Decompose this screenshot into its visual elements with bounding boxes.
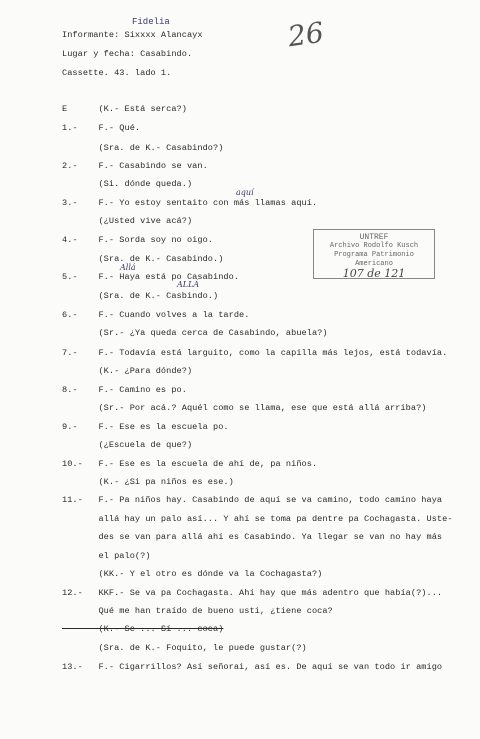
transcript-line: (¿Escuela de que?) <box>62 440 193 450</box>
handwritten-name: Fidelia <box>132 17 170 27</box>
struck-line: (K.- Se ... Sí ... coca) <box>62 624 224 634</box>
page-number: 26 <box>285 15 326 54</box>
transcript-line: 10.- F.- Ese es la escuela de ahí de, pa niños. <box>62 459 318 469</box>
handwritten-alla-2: ALLÁ <box>177 280 200 289</box>
archive-stamp <box>313 229 435 279</box>
cassette-line: Cassette. 43. lado 1. <box>62 68 172 78</box>
transcript-line: (Sra. de K.- Casabindo?) <box>62 143 224 153</box>
transcript-line: (Sra. de K.- Casbindo.) <box>62 291 219 301</box>
transcript-line: 12.- KKF.- Se va pa Cochagasta. Ahí hay que más adentro que había(?)... <box>62 588 443 598</box>
transcript-line: 3.- F.- Yo estoy sentaito con más llamas aquí. <box>62 198 318 208</box>
lugar-line: Lugar y fecha: Casabindo. <box>62 49 193 59</box>
handwritten-aqui: aquí <box>236 188 254 197</box>
transcript-line: E (K.- Está serca?) <box>62 104 187 114</box>
transcript-line: 11.- F.- Pa niños hay. Casabindo de aquí se va camino, todo camino haya <box>62 495 443 505</box>
informante-line: Informante: Sixxxx Alancayx <box>62 30 203 40</box>
transcript-line: 9.- F.- Ese es la escuela po. <box>62 422 229 432</box>
stamp-line-4: 107 de 121 <box>342 267 406 280</box>
stamp-line-2: Archivo Rodolfo Kusch <box>329 242 419 250</box>
transcript-line: 1.- F.- Qué. <box>62 123 141 133</box>
transcript-line: (Sra. de K.- Casabindo.) <box>62 254 224 264</box>
transcript-line: (Sr.- ¿Ya queda cerca de Casabindo, abuela?) <box>62 328 328 338</box>
handwritten-alla: Allá <box>120 263 136 272</box>
transcript-line: 6.- F.- Cuando volves a la tarde. <box>62 310 250 320</box>
transcript-line: 2.- F.- Casabindo se van. <box>62 161 208 171</box>
transcript-line: (¿Usted vive acá?) <box>62 216 193 226</box>
transcript-line: des se van para allá ahí es Casabindo. Ya llegar se van no hay más <box>62 532 443 542</box>
transcript-line: (K.- ¿Para dónde?) <box>62 366 193 376</box>
transcript-line: (Si. dónde queda.) <box>62 179 193 189</box>
transcript-line: 7.- F.- Todavía está larguito, como la capilla más lejos, está todavía. <box>62 348 448 358</box>
stamp-line-3: Programa Patrimonio Americano <box>334 251 414 268</box>
transcript-line: 13.- F.- Cigarrillos? Así señorai, así es. De aquí se van todo ir amigo <box>62 662 443 672</box>
transcript-line: (KK.- Y el otro es dónde va la Cochagasta?) <box>62 569 323 579</box>
transcript-line: allá hay un palo así... Y ahí se toma pa dentre pa Cochagasta. Uste- <box>62 514 453 524</box>
transcript-line: (Sra. de K.- Foquito, le puede gustar(?) <box>62 643 307 653</box>
transcript-line: (Sr.- Por acá.? Aquél como se llama, ese que está allá arriba?) <box>62 403 427 413</box>
transcript-line: 8.- F.- Camino es po. <box>62 385 187 395</box>
transcript-line: (K.- ¿Si pa niños es ese.) <box>62 477 234 487</box>
transcript-line: 4.- F.- Sorda soy no oigo. <box>62 235 214 245</box>
transcript-line: 5.- F.- Haya está po Casabindo. <box>62 272 240 282</box>
transcript-line: el palo(?) <box>62 551 151 561</box>
transcript-line: Qué me han traído de bueno usti, ¿tiene coca? <box>62 606 333 616</box>
stamp-line-1: UNTREF <box>359 233 389 242</box>
